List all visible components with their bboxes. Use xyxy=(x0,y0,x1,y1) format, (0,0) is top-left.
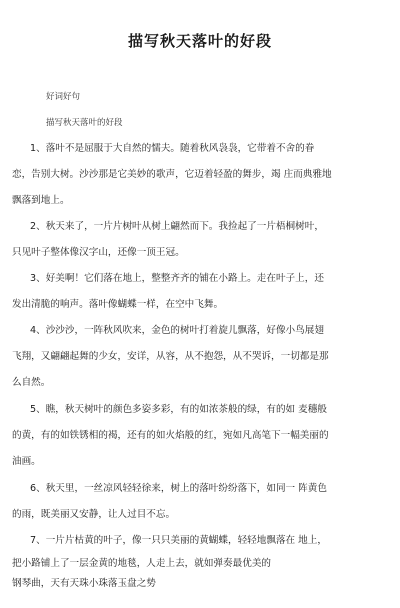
paragraph-line: 3、好美啊！它们落在地上，整整齐齐的铺在小路上。走在叶子上，还 xyxy=(30,273,324,284)
paragraph-4 xyxy=(12,318,388,396)
paragraph-line: 1、落叶不是屈服于大自然的懦夫。随着秋风袅袅，它带着不舍的眷 xyxy=(30,143,315,154)
paragraph-line: 发出清脆的响声。落叶像蝴蝶一样，在空中飞舞。 xyxy=(12,299,224,310)
paragraph-5 xyxy=(12,397,388,475)
paragraph-line: 只见叶子整体像汉字山，还像一顶王冠。 xyxy=(12,247,185,258)
paragraph-line: 飘落到地上。 xyxy=(12,195,70,206)
paragraph-line: 2、秋天来了，一片片树叶从树上翩然而下。我捡起了一片梧桐树叶， xyxy=(30,221,324,232)
paragraph-line: 恋，告别大树。沙沙那是它美妙的歌声，它迈着轻盈的舞步，竭 庄而典雅地 xyxy=(12,169,332,180)
document-title: 描写秋天落叶的好段 xyxy=(127,32,272,50)
paragraph-line: 的黄，有的如铁锈相的褐，还有的如火焰般的红，宛如凡高笔下一幅美丽的 xyxy=(12,430,329,441)
paragraph-6 xyxy=(12,476,388,528)
paragraph-line: 7、一片片枯黄的叶子，像一只只美丽的黄蝴蝶，轻轻地飘落在 地上， xyxy=(30,535,327,546)
paragraph-2 xyxy=(12,214,388,266)
paragraph-1 xyxy=(12,136,388,214)
paragraph-line: 6、秋天里，一丝凉风轻轻徐来，树上的落叶纷纷落下，如同一 阵黄色 xyxy=(30,483,327,494)
paragraph-line: 钢琴曲，天有天珠小珠落玉盘之势 xyxy=(12,578,156,589)
paragraph-3 xyxy=(12,266,388,318)
section-label: 好词好句 xyxy=(46,92,81,102)
paragraph-line: 把小路铺上了一层金黄的地毯，人走上去，就如弹奏最优美的 xyxy=(12,558,272,569)
paragraph-line: 么自然。 xyxy=(12,377,51,388)
paragraph-7 xyxy=(12,528,388,594)
paragraph-line: 5、瞧，秋天树叶的颜色多姿多彩，有的如浓茶般的绿，有的如 麦穗般 xyxy=(30,404,327,415)
paragraph-line: 的雨，既美丽又安静，让人过目不忘。 xyxy=(12,509,176,520)
paragraph-line: 4、沙沙沙，一阵秋风吹来，金色的树叶打着旋儿飘落，好像小鸟展翅 xyxy=(30,325,324,336)
paragraph-line: 飞翔，又翩翩起舞的少女，安详，从容，从不抱怨，从不哭诉，一切都是那 xyxy=(12,351,329,362)
paragraph-line: 油画。 xyxy=(12,456,41,467)
subsection-label: 描写秋天落叶的好段 xyxy=(46,118,123,128)
